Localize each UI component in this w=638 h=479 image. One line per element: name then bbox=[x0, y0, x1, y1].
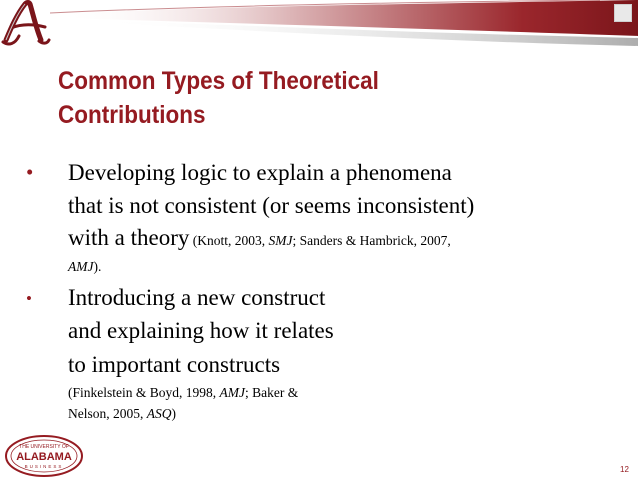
title-line-2: Contributions bbox=[58, 101, 206, 129]
header-swoosh bbox=[0, 0, 638, 56]
script-a-logo-icon bbox=[1, 0, 51, 48]
bullet-1-line-4 bbox=[68, 257, 588, 277]
bullet-1-cite-b: ; Sanders & Hambrick, 2007, bbox=[292, 233, 451, 248]
bullet-1-line-3-main: with a theory bbox=[68, 225, 190, 250]
bullet-1-line-3 bbox=[68, 222, 588, 257]
square-button-icon[interactable] bbox=[614, 4, 632, 22]
bullet-2-line-2: and explaining how it relates bbox=[68, 318, 334, 343]
svg-text:ALABAMA: ALABAMA bbox=[16, 451, 72, 463]
svg-text:THE UNIVERSITY OF: THE UNIVERSITY OF bbox=[19, 444, 69, 450]
title-line-1: Common Types of Theoretical bbox=[58, 67, 379, 95]
bullet-2-text bbox=[68, 281, 588, 424]
bullet-1-text bbox=[68, 157, 588, 277]
bullet-2-cite-journal-2: ASQ bbox=[146, 406, 172, 421]
bullet-2-cite-b: ; Baker & bbox=[244, 385, 299, 400]
bullet-1-line-2: that is not consistent (or seems inconsistent) bbox=[68, 193, 475, 218]
bullet-2-cite-line-2 bbox=[68, 404, 588, 424]
bullet-2-line-3: to important constructs bbox=[68, 352, 281, 377]
bullet-2-cite-journal-1: AMJ bbox=[219, 385, 245, 400]
bullet-1-cite-journal-2: AMJ bbox=[68, 259, 94, 274]
bullet-1-cite-journal-1: SMJ bbox=[268, 233, 293, 248]
svg-text:BUSINESS: BUSINESS bbox=[24, 464, 64, 469]
slide-title bbox=[58, 64, 562, 132]
bullet-dot-icon: • bbox=[26, 160, 34, 184]
bullet-2-cite-line-1 bbox=[68, 382, 588, 404]
bullet-1-cite-end: ). bbox=[93, 259, 102, 274]
bullet-1-line-1: Developing logic to explain a phenomena bbox=[68, 160, 452, 185]
bullet-2-line-1: Introducing a new construct bbox=[68, 285, 326, 310]
bullet-dot-icon: • bbox=[26, 289, 32, 308]
page-number: 12 bbox=[620, 465, 629, 474]
bullet-2-cite-c: Nelson, 2005, bbox=[68, 406, 147, 421]
bullet-2-cite-d: ) bbox=[171, 406, 176, 421]
university-seal-icon bbox=[2, 434, 86, 478]
bullet-1-cite-a: (Knott, 2003, bbox=[189, 233, 269, 248]
bullet-2-cite-a: (Finkelstein & Boyd, 1998, bbox=[68, 385, 220, 400]
